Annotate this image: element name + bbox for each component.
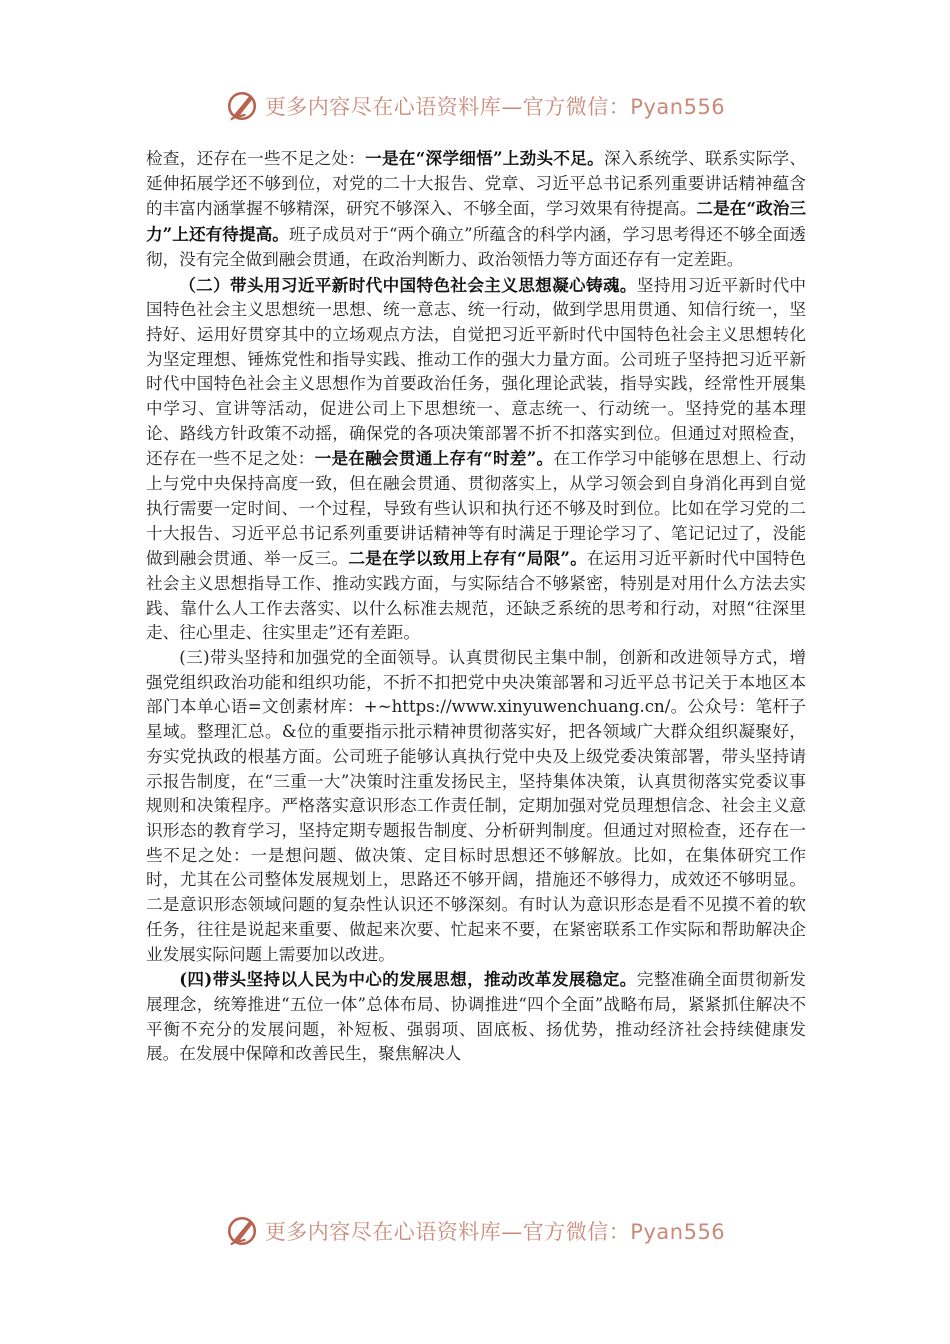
text-run: 坚持用习近平新时代中国特色社会主义思想统一思想、统一意志、统一行动，做到学思用贯通、知信行统一，坚持好、运用好贯穿其中的立场观点方法，自觉把习近平新时代中国特色社会主义思想转化为坚定理想、锤炼党性和指导实践、推动工作的强大力量方面。公司班子坚持把习近平新时代中国特色社会主义思想作为首要政治任务，强化理论武装，指导实践，经常性开展集中学习、宣讲等活动，促进公司上下思想统一、意志统一、行动统一。坚持党的基本理论、路线方针政策不动摇，确保党的各项决策部署不折不扣落实到位。但通过对照检查，还存在一些不足之处： [146,275,807,469]
watermark-text: 更多内容尽在心语资料库—官方微信：Pyan556 [264,1220,726,1244]
text-run: 在运用习近平新时代中国特色社会主义思想指导工作、推动实践方面，与实际结合不够紧密，特别是对用什么方法去实践、靠什么人工作去落实、以什么标准去规范，还缺乏系统的思考和行动，对照“往深里走、往心里走、往实里走”还有差距。 [146,549,807,643]
watermark-footer [0,1211,950,1251]
text-run: (三)带头坚持和加强党的全面领导。认真贯彻民主集中制，创新和改进领导方式，增强党组织政治功能和组织功能，不折不扣把党中央决策部署和习近平总书记关于本地区本部门本单心语=文创素材库：+~https://www.xinyuwenchuang.cn/。公众号：笔杆子星域。整理汇总。&位的重要指示批示精神贯彻落实好，把各领域广大群众组织凝聚好，夯实党执政的根基方面。公司班子能够认真执行党中央及上级党委决策部署，带头坚持请示报告制度，在“三重一大”决策时注重发扬民主，坚持集体决策，认真贯彻落实党委议事规则和决策程序。严格落实意识形态工作责任制，定期加强对党员理想信念、社会主义意识形态的教育学习，坚持定期专题报告制度、分析研判制度。但通过对照检查，还存在一些不足之处：一是想问题、做决策、定目标时思想还不够解放。比如，在集体研究工作时，尤其在公司整体发展规划上，思路还不够开阔，措施还不够得力，成效还不够明显。二是意识形态领域问题的复杂性认识还不够深刻。有时认为意识形态是看不见摸不着的软任务，往往是说起来重要、做起来次要、忙起来不要，在紧密联系工作实际和帮助解决企业发展实际问题上需要加以改进。 [146,648,806,964]
watermark-text: 更多内容尽在心语资料库—官方微信：Pyan556 [264,95,726,119]
text-run: 班子成员对于“两个确立”所蕴含的科学内涵，学习思考得还不够全面透彻，没有完全做到融会贯通，在政治判断力、政治领悟力等方面还存有一定差距。 [146,225,806,269]
bold-heading: 二是在“政治三力”上还有待提高。 [146,198,807,245]
section-heading: （二）带头用习近平新时代中国特色社会主义思想凝心铸魂。 [179,274,637,295]
pen-logo-icon [225,89,259,123]
document-body [146,146,806,1067]
bold-heading: 一是在“深学细悟”上劲头不足。 [365,148,604,168]
text-run: 在工作学习中能够在思想上、行动上与党中央保持高度一致，但在融会贯通、贯彻落实上，从学习领会到自身消化再到自觉执行需要一定时间、一个过程，导致有些认识和执行还不够及时到位。比如在学习党的二十大报告、习近平总书记系列重要讲话精神等有时满足于理论学习了、笔记记过了，没能做到融会贯通、举一反三。 [146,449,807,569]
bold-heading: 二是在学以致用上存有“局限”。 [348,548,588,569]
section-heading: (四)带头坚持以人民为中心的发展思想，推动改革发展稳定。 [179,969,637,990]
paragraph [146,646,806,967]
paragraph [146,273,806,647]
text-run: 检查，还存在一些不足之处： [146,149,366,168]
watermark-header [0,86,950,126]
paragraph [146,146,806,273]
pen-logo-icon [225,1214,259,1248]
text-run: 深入系统学、联系实际学、延伸拓展学还不够到位，对党的二十大报告、党章、习近平总书记系列重要讲话精神蕴含的丰富内涵掌握不够精深，研究不够深入、不够全面，学习效果有待提高。 [146,149,807,219]
paragraph [146,967,806,1067]
text-run: 完整准确全面贯彻新发展理念，统筹推进“五位一体”总体布局、协调推进“四个全面”战略布局，紧紧抓住解决不平衡不充分的发展问题，补短板、强弱项、固底板、扬优势，推动经济社会持续健康发展。在发展中保障和改善民生，聚焦解决人 [146,970,807,1064]
bold-heading: 一是在融会贯通上存有“时差”。 [314,448,554,469]
